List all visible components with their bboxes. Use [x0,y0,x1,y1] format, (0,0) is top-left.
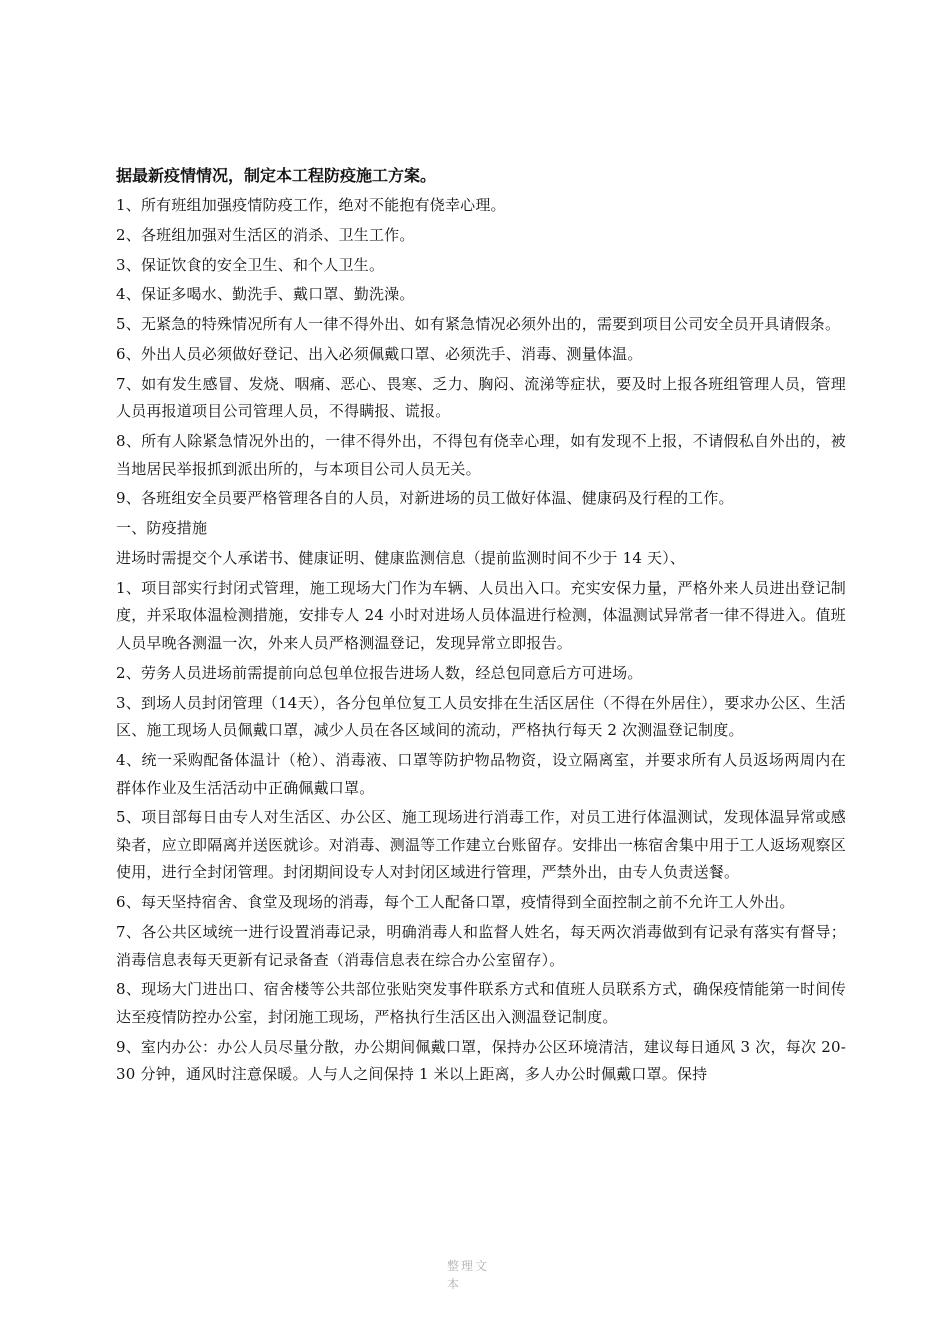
paragraph: 4、保证多喝水、勤洗手、戴口罩、勤洗澡。 [116,285,415,304]
footer-watermark: 整理文本 [447,1259,490,1291]
paragraph: 1、所有班组加强疫情防疫工作，绝对不能抱有侥幸心理。 [116,196,506,214]
paragraph: 8、现场大门进出口、宿舍楼等公共部位张贴突发事件联系方式和值班人员联系方式，确保疫情能第一时间传达至疫情防控办公室，封闭施工现场，严格执行生活区出入测温登记制度。 [116,980,846,1026]
paragraph: 6、外出人员必须做好登记、出入必须佩戴口罩、必须洗手、消毒、测量体温。 [116,344,643,363]
paragraph: 7、各公共区域统一进行设置消毒记录，明确消毒人和监督人姓名，每天两次消毒做到有记录有落实有督导；消毒信息表每天更新有记录备查（消毒信息表在综合办公室留存）。 [116,923,846,969]
paragraph: 5、项目部每日由专人对生活区、办公区、施工现场进行消毒工作，对员工进行体温测试，发现体温异常或感染者，应立即隔离并送医就诊。对消毒、测温等工作建立台账留存。安排出一栋宿舍集中用于工人返场观察区使用，进行全封闭管理。封闭期间设专人对封闭区域进行管理，严禁外出，由专人负责送餐。 [116,808,846,882]
paragraph: 8、所有人除紧急情况外出的，一律不得外出，不得包有侥幸心理，如有发现不上报，不请假私自外出的，被当地居民举报抓到派出所的，与本项目公司人员无关。 [116,432,846,478]
paragraph: 1、项目部实行封闭式管理，施工现场大门作为车辆、人员出入口。充实安保力量，严格外来人员进出登记制度，并采取体温检测措施，安排专人 24 小时对进场人员体温进行检测，体温测试异常者一律不得进入。值班人员早晚各测温一次，外来人员严格测温登记，发现异常立即报告。 [116,578,846,652]
paragraph: 2、劳务人员进场前需提前向总包单位报告进场人数，经总包同意后方可进场。 [116,663,643,682]
document-heading: 据最新疫情情况，制定本工程防疫施工方案。 [116,166,437,185]
paragraph: 一、防疫措施 [116,519,208,538]
paragraph: 9、各班组安全员要严格管理各自的人员，对新进场的员工做好体温、健康码及行程的工作。 [116,489,734,508]
paragraph: 进场时需提交个人承诺书、健康证明、健康监测信息（提前监测时间不少于 14 天）、 [116,549,686,567]
paragraph-list [116,192,846,1089]
paragraph: 7、如有发生感冒、发烧、咽痛、恶心、畏寒、乏力、胸闷、流涕等症状，要及时上报各班组管理人员，管理人员再报道项目公司管理人员，不得瞒报、谎报。 [116,374,846,421]
document-body [116,162,846,1091]
paragraph: 9、室内办公：办公人员尽量分散，办公期间佩戴口罩，保持办公区环境清洁，建议每日通风 3 次，每次 20-30 分钟，通风时注意保暖。人与人之间保持 1 米以上距离，多人办公时佩戴口罩。保持 [116,1037,846,1084]
paragraph: 2、各班组加强对生活区的消杀、卫生工作。 [116,225,415,244]
paragraph: 4、统一采购配备体温计（枪）、消毒液、口罩等防护物品物资，设立隔离室，并要求所有人员返场两周内在群体作业及生活活动中正确佩戴口罩。 [116,750,846,797]
paragraph: 6、每天坚持宿舍、食堂及现场的消毒，每个工人配备口罩，疫情得到全面控制之前不允许工人外出。 [116,893,795,912]
paragraph: 3、到场人员封闭管理（14天），各分包单位复工人员安排在生活区居住（不得在外居住），要求办公区、生活区、施工现场人员佩戴口罩，减少人员在各区域间的流动，严格执行每天 2 次测温登记制度。 [116,693,846,740]
paragraph: 3、保证饮食的安全卫生、和个人卫生。 [116,255,385,274]
paragraph: 5、无紧急的特殊情况所有人一律不得外出、如有紧急情况必须外出的，需要到项目公司安全员开具请假条。 [116,315,841,334]
